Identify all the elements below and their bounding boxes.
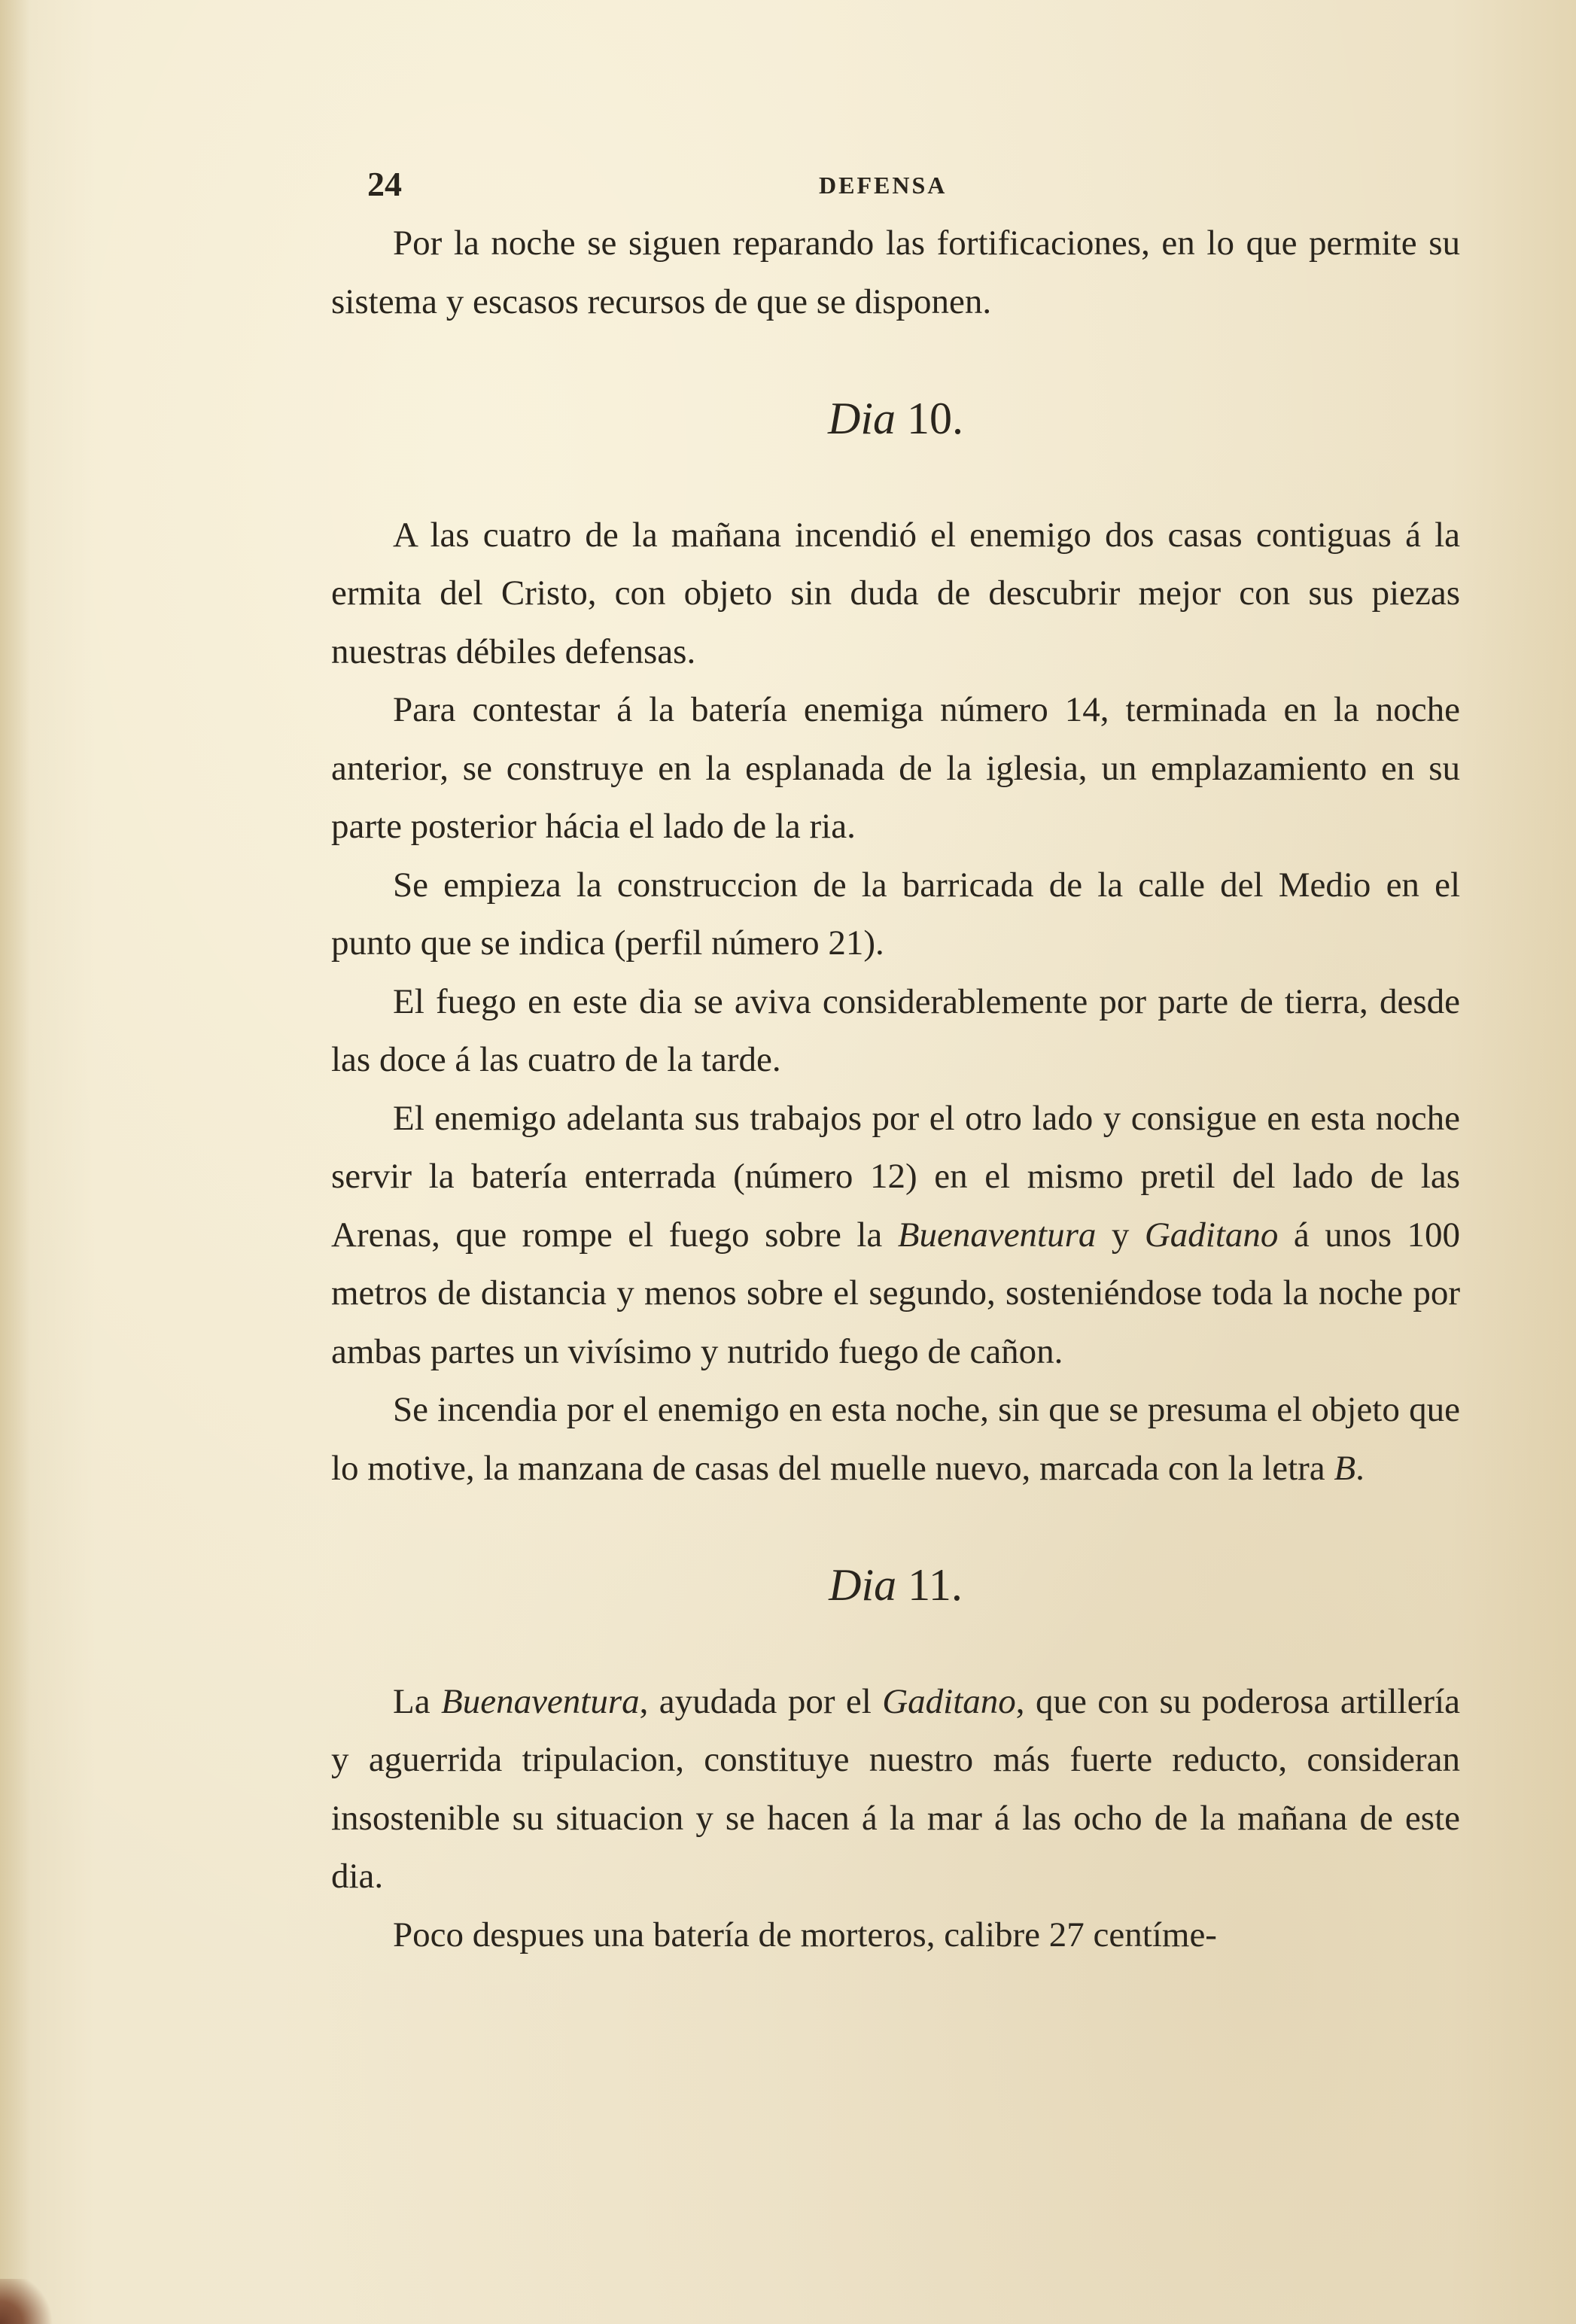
paragraph-day10-1: A las cuatro de la mañana incendió el enemigo dos casas contiguas á la ermita del Cristo, con objeto sin duda de descubrir mejor con sus piezas nuestras débiles defensas. xyxy=(331,515,1460,671)
page-number: 24 xyxy=(367,165,402,203)
body-text xyxy=(331,214,1460,1964)
letter-reference: B xyxy=(1334,1448,1356,1488)
paragraph-day10-4: El fuego en este dia se aviva considerablemente por parte de tierra, desde las doce á las cuatro de la tarde. xyxy=(331,981,1460,1079)
paragraph-day10-2: Para contestar á la batería enemiga número 14, terminada en la noche anterior, se construye en la esplanada de la iglesia, un emplazamiento en su parte posterior hácia el lado de la ria. xyxy=(331,690,1460,846)
running-head: DEFENSA xyxy=(819,172,948,199)
paragraph-day11-1 xyxy=(331,1673,1460,1906)
paragraph-intro: Por la noche se siguen reparando las fortificaciones, en lo que permite su sistema y escasos recursos de que se disponen. xyxy=(331,224,1460,321)
paragraph-day10-3: Se empieza la construccion de la barricada de la calle del Medio en el punto que se indica (perfil número 21). xyxy=(331,865,1460,963)
day-heading-number: 10. xyxy=(907,393,963,443)
section-heading-day-10 xyxy=(331,390,1460,449)
day-heading-number: 11. xyxy=(908,1559,963,1610)
text-run: . xyxy=(1355,1448,1365,1488)
page-corner-stain xyxy=(0,2279,60,2324)
page-gutter-shadow xyxy=(0,0,30,2324)
ship-name-buenaventura: Buenaventura xyxy=(897,1215,1097,1255)
ship-name-gaditano: Gaditano xyxy=(1144,1215,1279,1255)
paragraph-day10-6 xyxy=(331,1381,1460,1498)
text-run: El enemigo adelanta sus trabajos por el otro lado y consigue en esta noche servir la batería enterrada (número 12) en el mismo pretil del lado de las Arenas, que rompe el fuego sobre la xyxy=(331,1098,1460,1255)
page-header xyxy=(367,164,1481,209)
text-run: y xyxy=(1096,1215,1145,1255)
day-heading-label: Dia xyxy=(828,393,896,443)
paragraph-day11-2: Poco despues una batería de morteros, calibre 27 centíme- xyxy=(393,1915,1217,1954)
section-heading-day-11 xyxy=(331,1556,1460,1615)
day-heading-label: Dia xyxy=(829,1559,897,1610)
text-run: , que con su poderosa artillería y aguerrida tripulacion, constituye nuestro más fuerte reducto, consideran insostenible su situacion y se hacen á la mar á las ocho de la mañana de este dia. xyxy=(331,1681,1461,1896)
ship-name-gaditano: Gaditano xyxy=(882,1681,1016,1721)
text-run: Se incendia por el enemigo en esta noche, sin que se presuma el objeto que lo motive, la manzana de casas del muelle nuevo, marcada con la letra xyxy=(331,1390,1460,1488)
ship-name-buenaventura: Buenaventura xyxy=(441,1681,640,1721)
text-run: La xyxy=(393,1681,441,1721)
text-run: á unos 100 metros de distancia y menos sobre el segundo, sosteniéndose toda la noche por ambas partes un vivísimo y nutrido fuego de cañon. xyxy=(331,1215,1460,1371)
text-run: , ayudada por el xyxy=(639,1681,883,1721)
paragraph-day10-5 xyxy=(331,1090,1460,1382)
